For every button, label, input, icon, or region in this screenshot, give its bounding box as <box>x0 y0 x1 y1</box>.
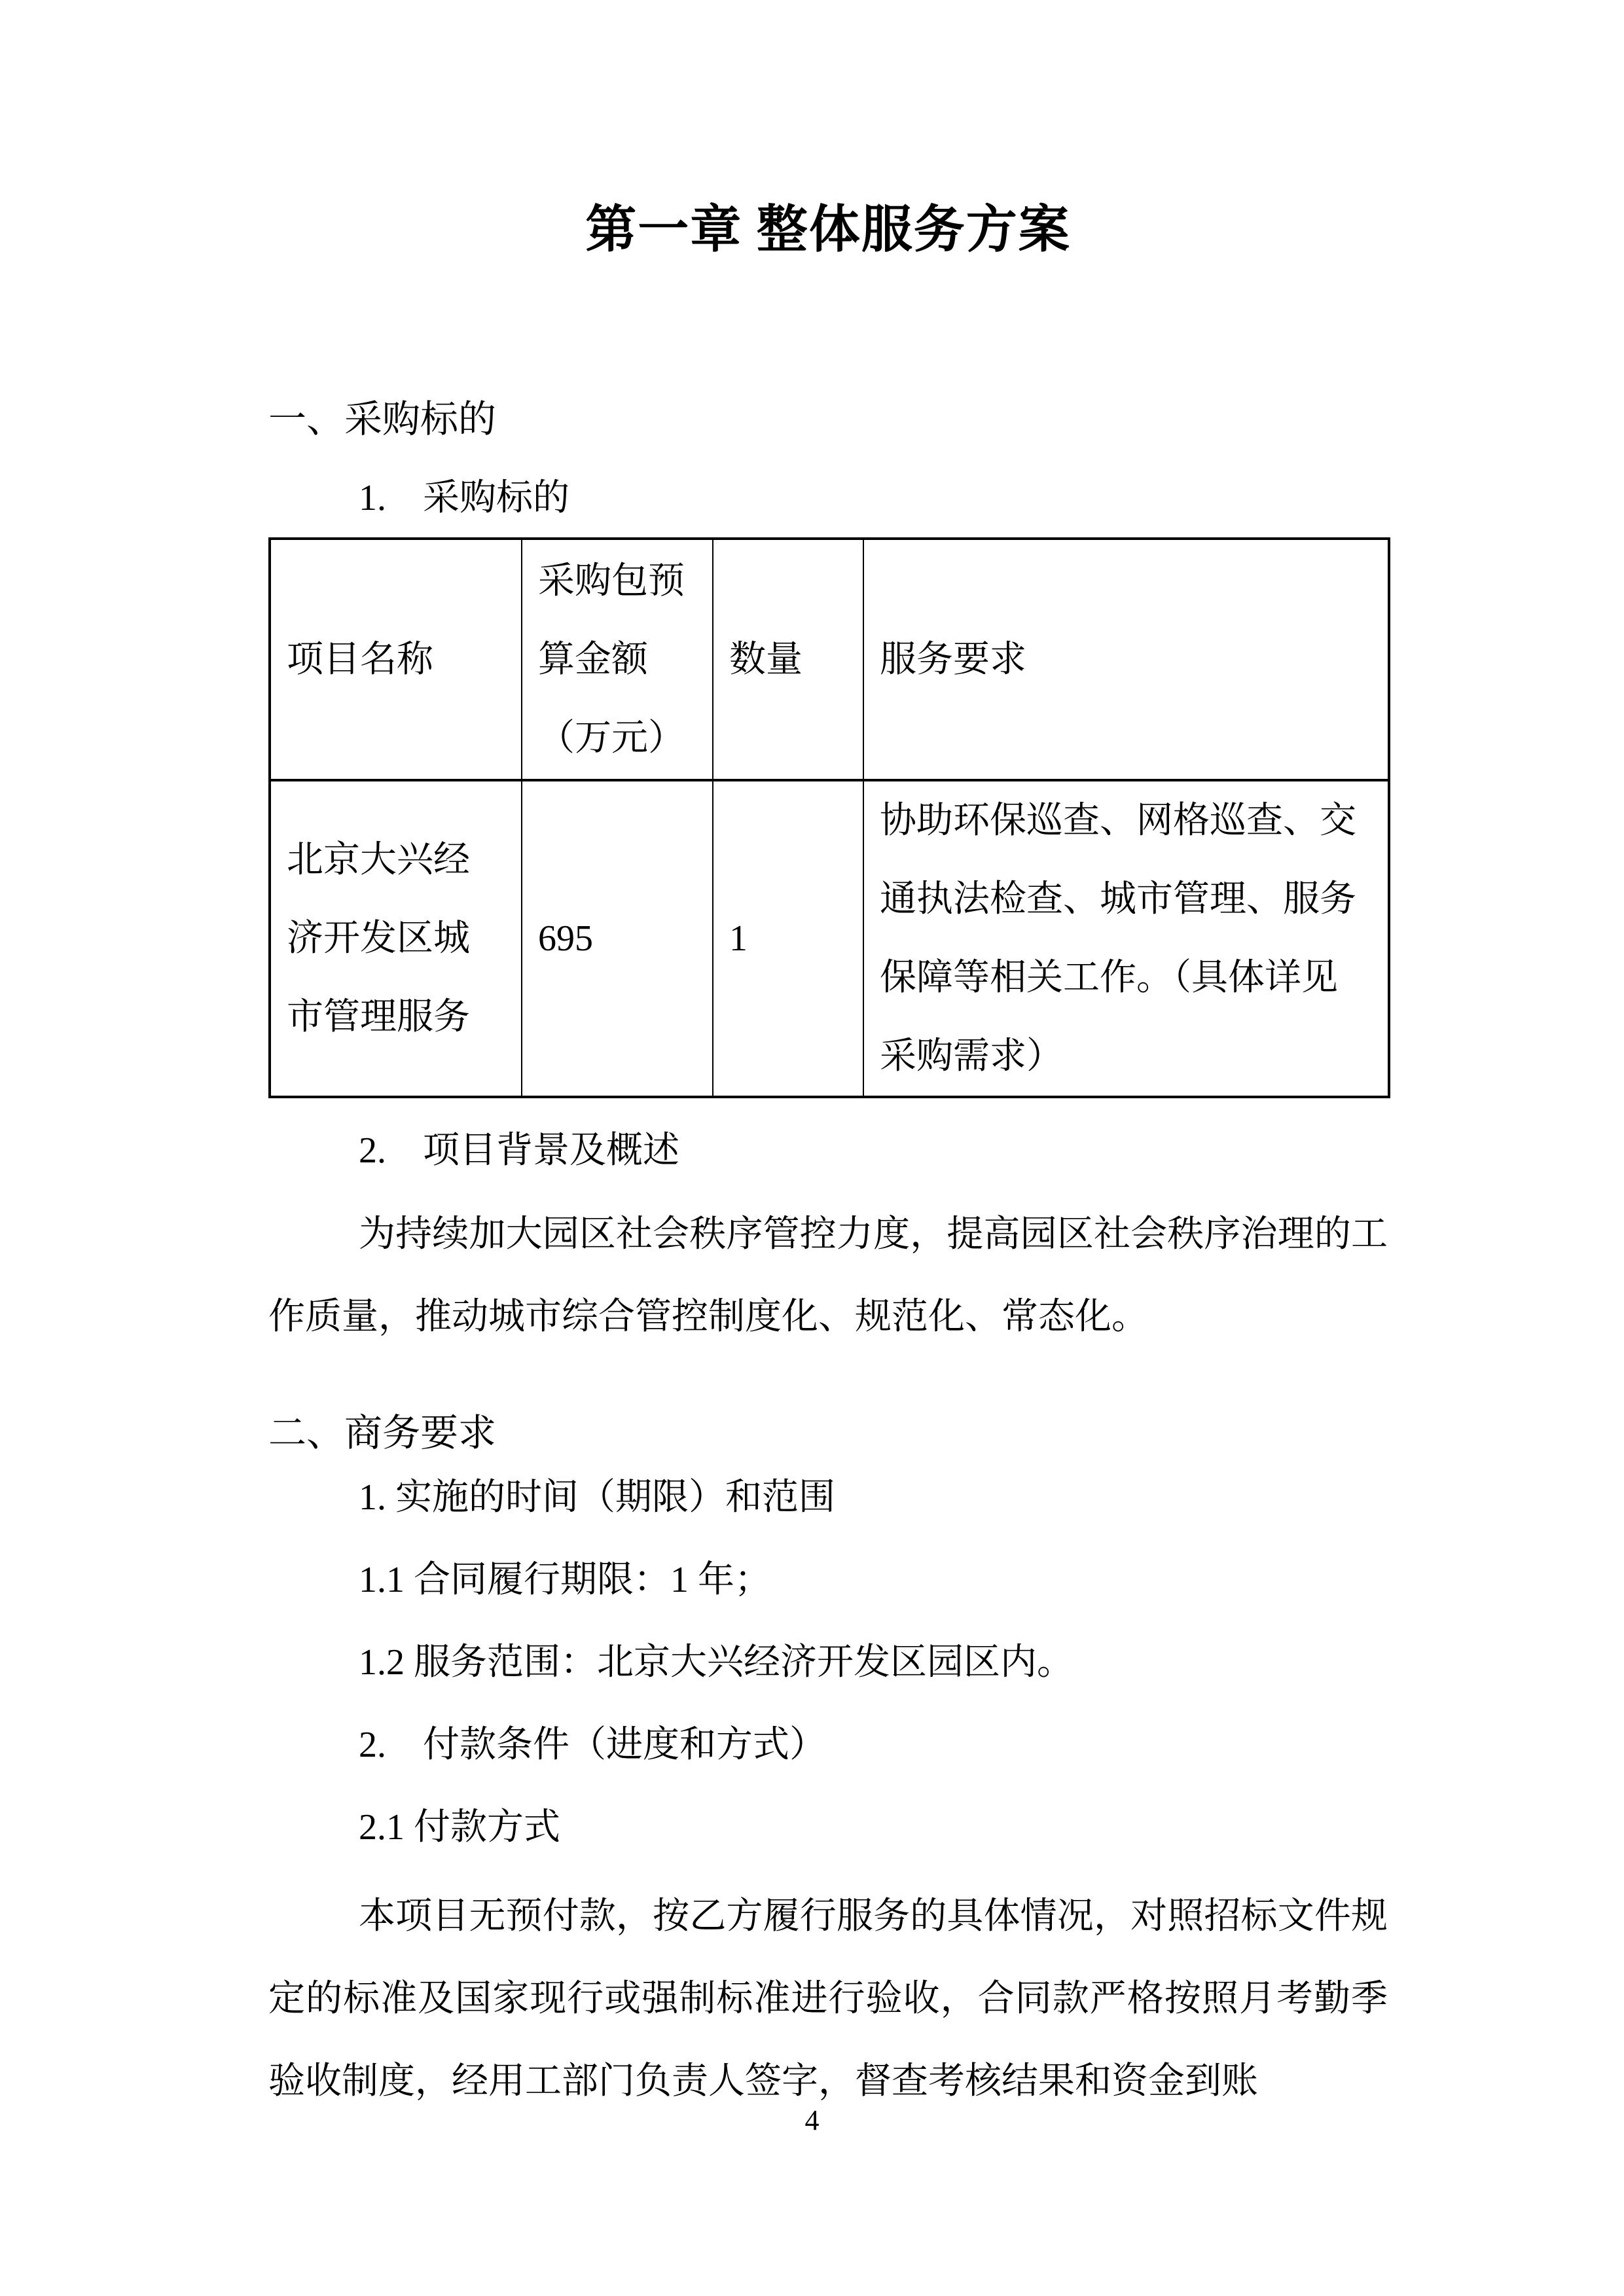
cell-budget: 695 <box>522 780 713 1097</box>
header-cell-budget: 采购包预算金额（万元） <box>522 539 713 780</box>
cell-quantity: 1 <box>713 780 863 1097</box>
background-paragraph: 为持续加大园区社会秩序管控力度，提高园区社会秩序治理的工作质量，推动城市综合管控制度化、规范化、常态化。 <box>268 1214 1388 1337</box>
section-2-item-payment-method: 2.1 付款方式 <box>359 1807 560 1848</box>
section-2-item-service-scope: 1.2 服务范围：北京大兴经济开发区园区内。 <box>359 1642 1074 1683</box>
section-2-item-implementation-scope: 1. 实施的时间（期限）和范围 <box>359 1477 835 1518</box>
procurement-table <box>268 537 1390 1098</box>
section-2-item-payment-terms: 2. 付款条件（进度和方式） <box>359 1725 826 1765</box>
section-2-heading: 二、商务要求 <box>268 1412 497 1454</box>
page-number: 4 <box>804 2104 820 2136</box>
section-1-heading: 一、采购标的 <box>268 398 497 440</box>
header-cell-project-name: 项目名称 <box>270 539 522 780</box>
section-1-subheading-1: 1. 采购标的 <box>359 478 569 518</box>
document-title: 第一章 整体服务方案 <box>585 201 1071 258</box>
payment-paragraph: 本项目无预付款，按乙方履行服务的具体情况，对照招标文件规定的标准及国家现行或强制标准进行验收，合同款严格按照月考勤季验收制度，经用工部门负责人签字，督查考核结果和资金到账 <box>268 1896 1388 2102</box>
cell-project-name: 北京大兴经济开发区城市管理服务 <box>270 780 522 1097</box>
cell-service-requirements: 协助环保巡查、网格巡查、交通执法检查、城市管理、服务保障等相关工作。（具体详见采购需求） <box>863 780 1389 1097</box>
header-cell-quantity: 数量 <box>713 539 863 780</box>
section-1-subheading-2: 2. 项目背景及概述 <box>359 1130 679 1171</box>
section-2-item-contract-term: 1.1 合同履行期限：1 年； <box>359 1560 771 1600</box>
table-header-row <box>270 539 1389 780</box>
header-cell-service-requirements: 服务要求 <box>863 539 1389 780</box>
table-row <box>270 780 1389 1097</box>
